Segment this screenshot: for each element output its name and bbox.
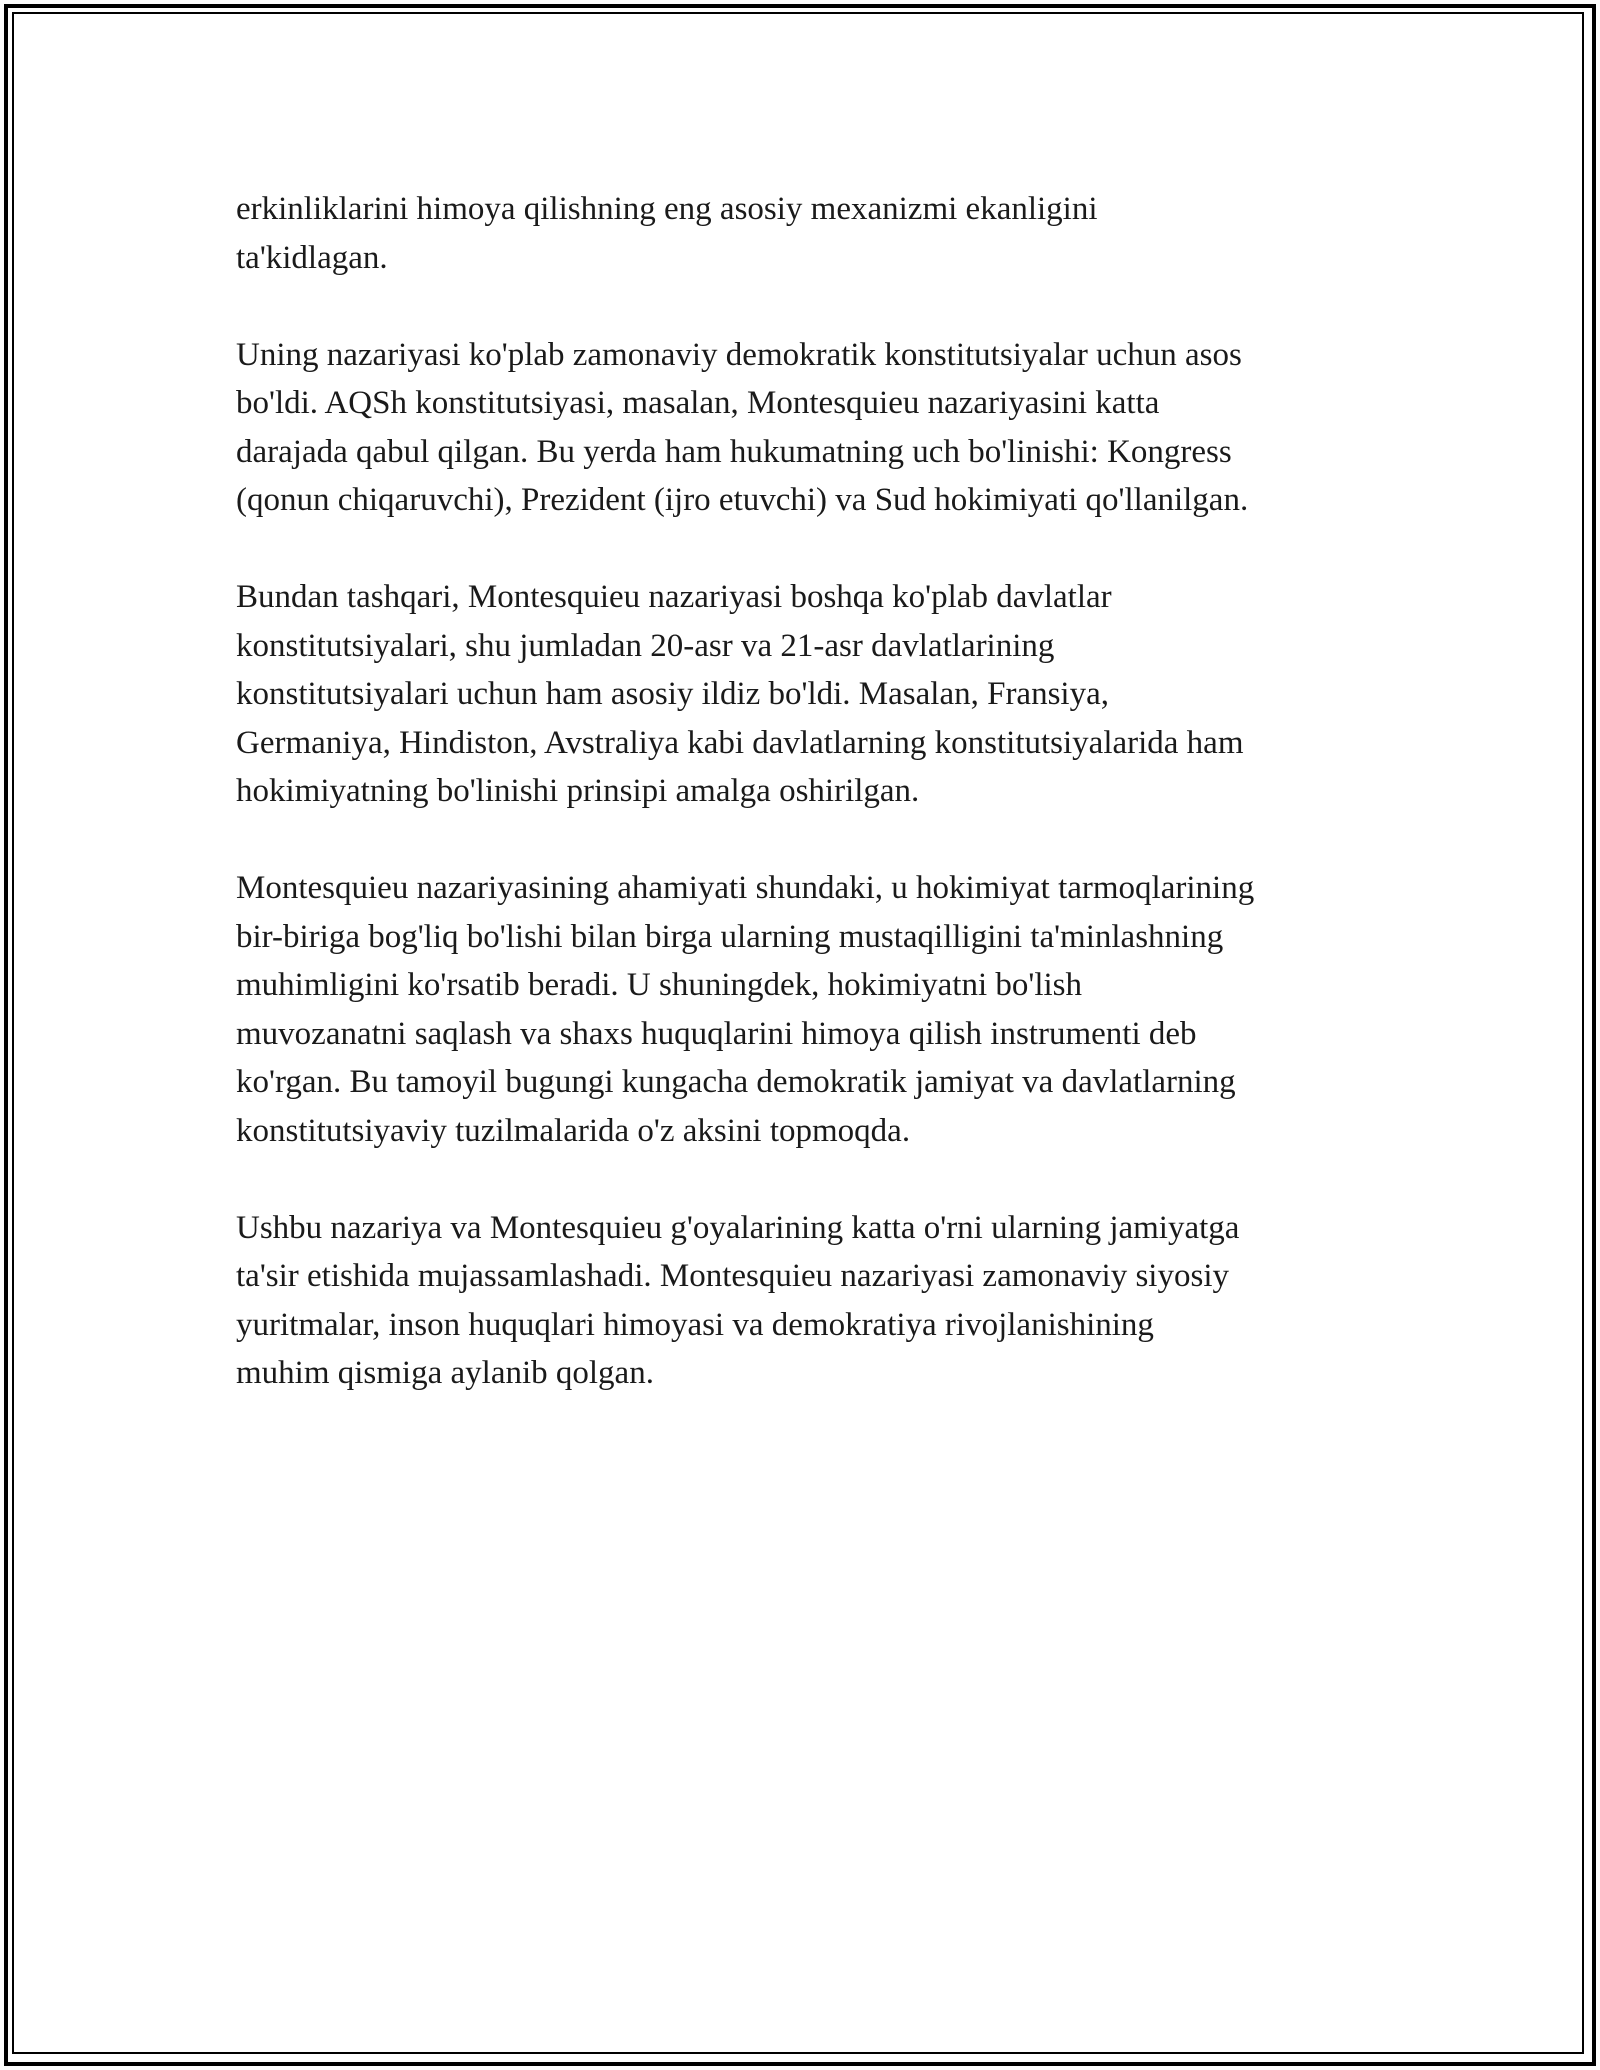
text-line: ta'sir etishida mujassamlashadi. Montesquieu nazariyasi zamonaviy siyosiy bbox=[236, 1258, 1229, 1294]
text-line: konstitutsiyalari uchun ham asosiy ildiz bo'ldi. Masalan, Fransiya, bbox=[236, 676, 1109, 712]
text-line: muhim qismiga aylanib qolgan. bbox=[236, 1355, 654, 1391]
text-line: ta'kidlagan. bbox=[236, 239, 388, 276]
paragraph-3 bbox=[236, 573, 1386, 816]
text-line: Bundan tashqari, Montesquieu nazariyasi boshqa ko'plab davlatlar bbox=[236, 579, 1112, 615]
text-line: konstitutsiyalari, shu jumladan 20-asr va 21-asr davlatlarining bbox=[236, 627, 1055, 664]
text-line: muvozanatni saqlash va shaxs huquqlarini himoya qilish instrumenti deb bbox=[236, 1015, 1197, 1052]
text-line: ko'rgan. Bu tamoyil bugungi kungacha demokratik jamiyat va davlatlarning bbox=[236, 1064, 1236, 1100]
text-line: hokimiyatning bo'linishi prinsipi amalga oshirilgan. bbox=[236, 773, 920, 809]
text-line: (qonun chiqaruvchi), Prezident (ijro etuvchi) va Sud hokimiyati qo'llanilgan. bbox=[236, 482, 1249, 518]
text-line: bo'ldi. AQSh konstitutsiyasi, masalan, Montesquieu nazariyasini katta bbox=[236, 385, 1160, 421]
text-line: erkinliklarini himoya qilishning eng asosiy mexanizmi ekanligini bbox=[236, 191, 1098, 227]
text-line: darajada qabul qilgan. Bu yerda ham hukumatning uch bo'linishi: Kongress bbox=[236, 433, 1232, 470]
document-body bbox=[236, 185, 1386, 1446]
paragraph-4 bbox=[236, 864, 1386, 1155]
text-line: Uning nazariyasi ko'plab zamonaviy demokratik konstitutsiyalar uchun asos bbox=[236, 336, 1242, 373]
text-line: konstitutsiyaviy tuzilmalarida o'z aksini topmoqda. bbox=[236, 1112, 911, 1149]
text-line: yuritmalar, inson huquqlari himoyasi va demokratiya rivojlanishining bbox=[236, 1306, 1154, 1343]
paragraph-5 bbox=[236, 1204, 1386, 1398]
text-line: bir-biriga bog'liq bo'lishi bilan birga ularning mustaqilligini ta'minlashning bbox=[236, 918, 1224, 955]
paragraph-1 bbox=[236, 185, 1386, 282]
paragraph-2 bbox=[236, 331, 1386, 525]
text-line: Germaniya, Hindiston, Avstraliya kabi davlatlarning konstitutsiyalarida ham bbox=[236, 724, 1244, 761]
text-line: muhimligini ko'rsatib beradi. U shuningdek, hokimiyatni bo'lish bbox=[236, 967, 1082, 1003]
text-line: Montesquieu nazariyasining ahamiyati shundaki, u hokimiyat tarmoqlarining bbox=[236, 870, 1255, 906]
text-line: Ushbu nazariya va Montesquieu g'oyalarining katta o'rni ularning jamiyatga bbox=[236, 1209, 1240, 1246]
